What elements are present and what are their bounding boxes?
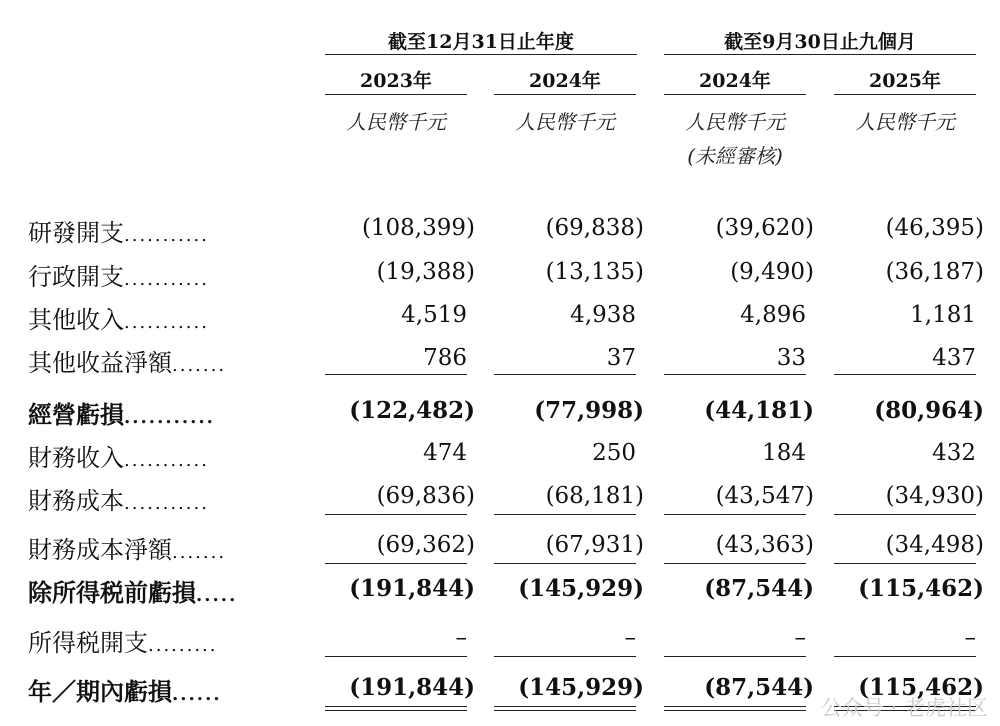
cell-value: 432 [932, 440, 976, 466]
cell-value: 786 [423, 345, 467, 371]
row-label-rd-expenses: 研發開支........... [28, 219, 209, 247]
cell-value: (9,490) [730, 259, 814, 285]
row-label-finance-costs: 財務成本........... [28, 487, 209, 515]
total-rule [325, 706, 467, 707]
row-label-operating-loss: 經營虧損........... [28, 400, 215, 429]
subtotal-rule [325, 563, 467, 564]
subtotal-rule [834, 514, 976, 515]
header-group-nine-months: 截至9月30日止九個月 [724, 31, 916, 53]
cell-value: (191,844) [349, 674, 475, 701]
total-rule [494, 710, 636, 711]
cell-value: (87,544) [704, 575, 814, 602]
cell-value: (69,838) [545, 215, 644, 241]
subtotal-rule [834, 374, 976, 375]
cell-value: 4,938 [570, 302, 636, 328]
year-rule [834, 94, 976, 95]
cell-value: (80,964) [874, 397, 984, 424]
year-rule [494, 94, 636, 95]
row-label-income-tax: 所得税開支......... [28, 629, 218, 657]
subtotal-rule [664, 656, 806, 657]
cell-value: – [964, 625, 976, 651]
total-rule [325, 710, 467, 711]
unaudited-label: (未經審核) [687, 144, 783, 168]
unit-label: 人民幣千元 [855, 110, 955, 134]
header-group-rule [664, 54, 976, 55]
cell-value: (69,362) [376, 532, 475, 558]
row-label-loss-for-period: 年／期內虧損...... [28, 677, 222, 706]
cell-value: (191,844) [349, 575, 475, 602]
subtotal-rule [494, 514, 636, 515]
header-group-rule [325, 54, 637, 55]
cell-value: 33 [776, 345, 806, 371]
row-label-admin-expenses: 行政開支........... [28, 263, 209, 291]
cell-value: (77,998) [534, 397, 644, 424]
cell-value: (43,547) [715, 483, 814, 509]
cell-value: (145,929) [518, 674, 644, 701]
cell-value: – [794, 625, 806, 651]
cell-value: (145,929) [518, 575, 644, 602]
subtotal-rule [325, 374, 467, 375]
cell-value: (44,181) [704, 397, 814, 424]
year-rule [664, 94, 806, 95]
cell-value: 37 [606, 345, 636, 371]
cell-value: – [455, 625, 467, 651]
total-rule [664, 706, 806, 707]
year-rule [325, 94, 467, 95]
subtotal-rule [494, 656, 636, 657]
unit-label: 人民幣千元 [685, 110, 785, 134]
unit-label: 人民幣千元 [515, 110, 615, 134]
cell-value: (67,931) [545, 532, 644, 558]
row-label-loss-before-tax: 除所得税前虧損..... [28, 578, 238, 607]
column-year-2024-full: 2024年 [529, 70, 601, 92]
cell-value: 437 [932, 345, 976, 371]
cell-value: 250 [592, 440, 636, 466]
cell-value: (13,135) [545, 259, 644, 285]
cell-value: 1,181 [910, 302, 976, 328]
subtotal-rule [325, 514, 467, 515]
subtotal-rule [834, 563, 976, 564]
cell-value: (108,399) [361, 215, 475, 241]
total-rule [494, 706, 636, 707]
watermark: 公众号 · 老虎社区 [820, 696, 988, 720]
column-year-2023: 2023年 [360, 70, 432, 92]
cell-value: (87,544) [704, 674, 814, 701]
cell-value: 184 [762, 440, 806, 466]
subtotal-rule [494, 374, 636, 375]
column-year-2024-nine-months: 2024年 [699, 70, 771, 92]
subtotal-rule [664, 514, 806, 515]
total-rule [664, 710, 806, 711]
subtotal-rule [664, 374, 806, 375]
unit-label: 人民幣千元 [346, 110, 446, 134]
row-label-other-gains-net: 其他收益淨額....... [28, 349, 227, 377]
cell-value: (68,181) [545, 483, 644, 509]
cell-value: (69,836) [376, 483, 475, 509]
row-label-other-income: 其他收入........... [28, 306, 209, 334]
row-label-finance-income: 財務收入........... [28, 444, 209, 472]
cell-value: (115,462) [858, 575, 984, 602]
cell-value: 4,519 [401, 302, 467, 328]
cell-value: (34,498) [885, 532, 984, 558]
cell-value: (34,930) [885, 483, 984, 509]
cell-value: (115,462) [858, 674, 984, 701]
column-year-2025: 2025年 [869, 70, 941, 92]
cell-value: (39,620) [715, 215, 814, 241]
subtotal-rule [494, 563, 636, 564]
subtotal-rule [664, 563, 806, 564]
cell-value: (43,363) [715, 532, 814, 558]
cell-value: 4,896 [740, 302, 806, 328]
cell-value: – [624, 625, 636, 651]
cell-value: (36,187) [885, 259, 984, 285]
cell-value: (122,482) [349, 397, 475, 424]
cell-value: (19,388) [376, 259, 475, 285]
header-group-year-ended: 截至12月31日止年度 [388, 31, 574, 53]
subtotal-rule [834, 656, 976, 657]
subtotal-rule [325, 656, 467, 657]
cell-value: 474 [423, 440, 467, 466]
row-label-net-finance-costs: 財務成本淨額....... [28, 536, 227, 564]
cell-value: (46,395) [885, 215, 984, 241]
